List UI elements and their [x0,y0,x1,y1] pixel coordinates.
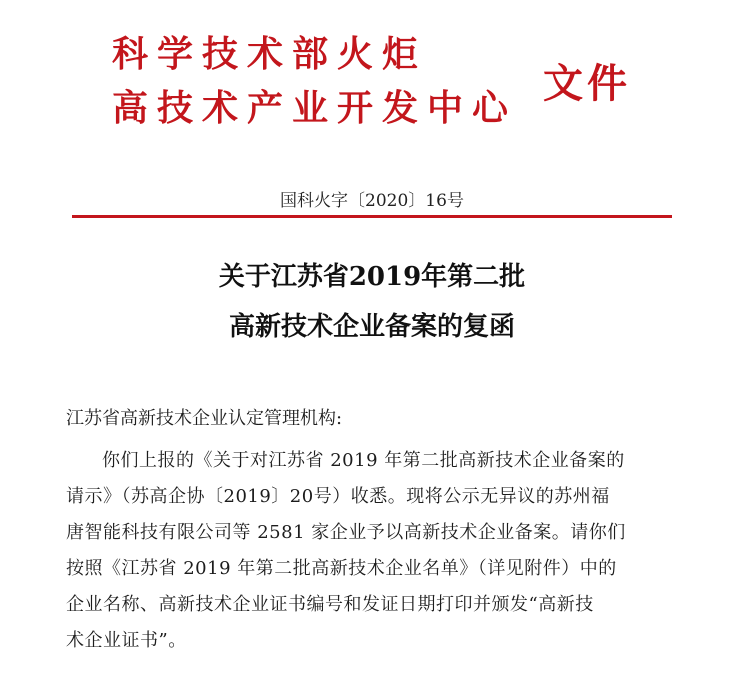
title-line-2: 高新技术企业备案的复函 [228,312,515,342]
salutation: 江苏省高新技术企业认定管理机构: [66,408,343,429]
paragraph-line: 你们上报的《关于对江苏省 2019 年第二批高新技术企业备案的 [102,450,625,471]
body-text [66,404,686,659]
document-type-label: 文件 [543,61,631,107]
document-title [0,252,744,352]
body-paragraph [66,443,686,659]
issuer-line-1: 科学技术部火炬 [112,34,428,75]
issuer-line-2: 高技术产业开发中心 [112,88,518,129]
paragraph-line: 唐智能科技有限公司等 2581 家企业予以高新技术企业备案。请你们 [66,522,626,543]
title-line-1: 关于江苏省2019年第二批 [218,262,526,292]
paragraph-line: 术企业证书”。 [66,630,187,651]
paragraph-line: 请示》（苏高企协〔2019〕20号）收悉。现将公示无异议的苏州福 [66,486,610,507]
paragraph-line: 企业名称、高新技术企业证书编号和发证日期打印并颁发“高新技 [66,594,594,615]
issuer-name [112,28,517,136]
document-number: 国科火字〔2020〕16号 [280,191,464,211]
red-divider-line [72,215,672,218]
paragraph-line: 按照《江苏省 2019 年第二批高新技术企业名单》（详见附件）中的 [66,558,617,579]
